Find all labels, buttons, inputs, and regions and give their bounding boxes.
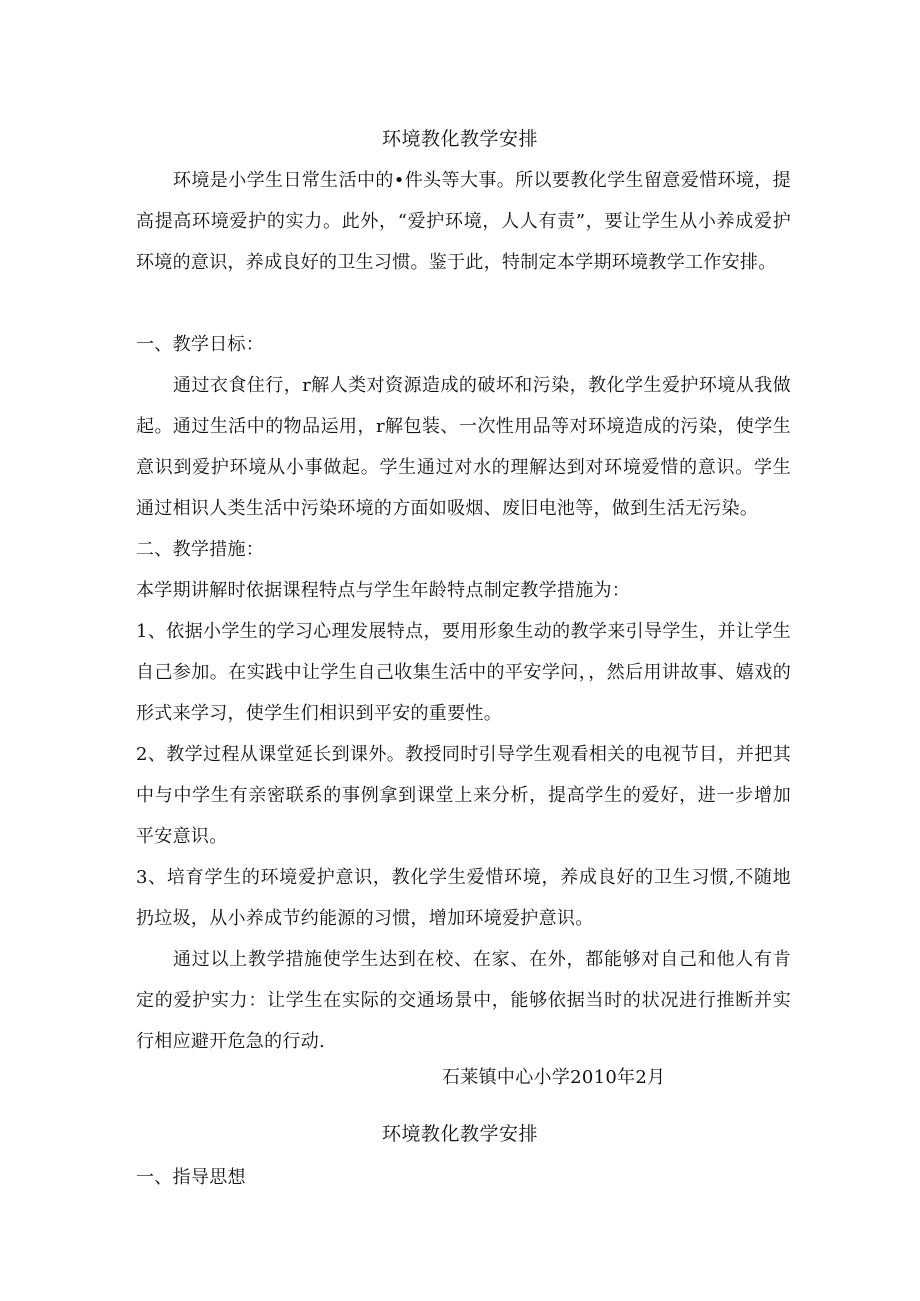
section-heading-measures: 二、教学措施： [136,539,265,560]
measures-intro: 本学期讲解时依据课程特点与学生年龄特点制定教学措施为： [136,580,631,601]
goals-paragraph: 通过衣食住行，r解人类对资源造成的破坏和污染，教化学生爱护环境从我做起。通过生活中的物品运用，r解包装、一次性用品等对环境造成的污染，使学生意识到爱护环境从小事做起。学生通过对水的理解达到对环境爱惜的意识。学生通过相识人类生活中污染环境的方面如吸烟、废旧电池等，做到生活无污染。 [136,375,791,519]
second-document-title: 环境教化教学安排 [381,1123,538,1145]
measure-item-1: 1、依据小学生的学习心理发展特点，要用形象生动的教学来引导学生，并让学生自己参加。在实践中让学生自己收集生活中的平安学问，，然后用讲故事、嬉戏的形式来学习，使学生们相识到平安的重要性。 [136,621,791,724]
document-title: 环境教化教学安排 [381,128,538,150]
section-heading-guiding: 一、指导思想 [136,1167,246,1188]
signature-line: 石莱镇中心小学2010年2月 [442,1067,666,1088]
conclusion-paragraph: 通过以上教学措施使学生达到在校、在家、在外，都能够对自己和他人有肯定的爱护实力：让学生在实际的交通场景中，能够依据当时的状况进行推断并实行相应避开危急的行动. [136,949,791,1052]
measure-item-3: 3、培育学生的环境爱护意识，教化学生爱惜环境，养成良好的卫生习惯,不随地扔垃圾，从小养成节约能源的习惯，增加环境爱护意识。 [136,867,791,929]
measure-item-2: 2、教学过程从课堂延长到课外。教授同时引导学生观看相关的电视节目，并把其中与中学生有亲密联系的事例拿到课堂上来分析，提高学生的爱好，进一步增加平安意识。 [136,744,791,847]
intro-paragraph: 环境是小学生日常生活中的•件头等大事。所以要教化学生留意爱惜环境，提高提高环境爱护的实力。此外，“爱护环境，人人有责”，要让学生从小养成爱护环境的意识，养成良好的卫生习惯。鉴于此，特制定本学期环境教学工作安排。 [136,170,791,273]
section-heading-goals: 一、教学日标： [136,334,265,355]
